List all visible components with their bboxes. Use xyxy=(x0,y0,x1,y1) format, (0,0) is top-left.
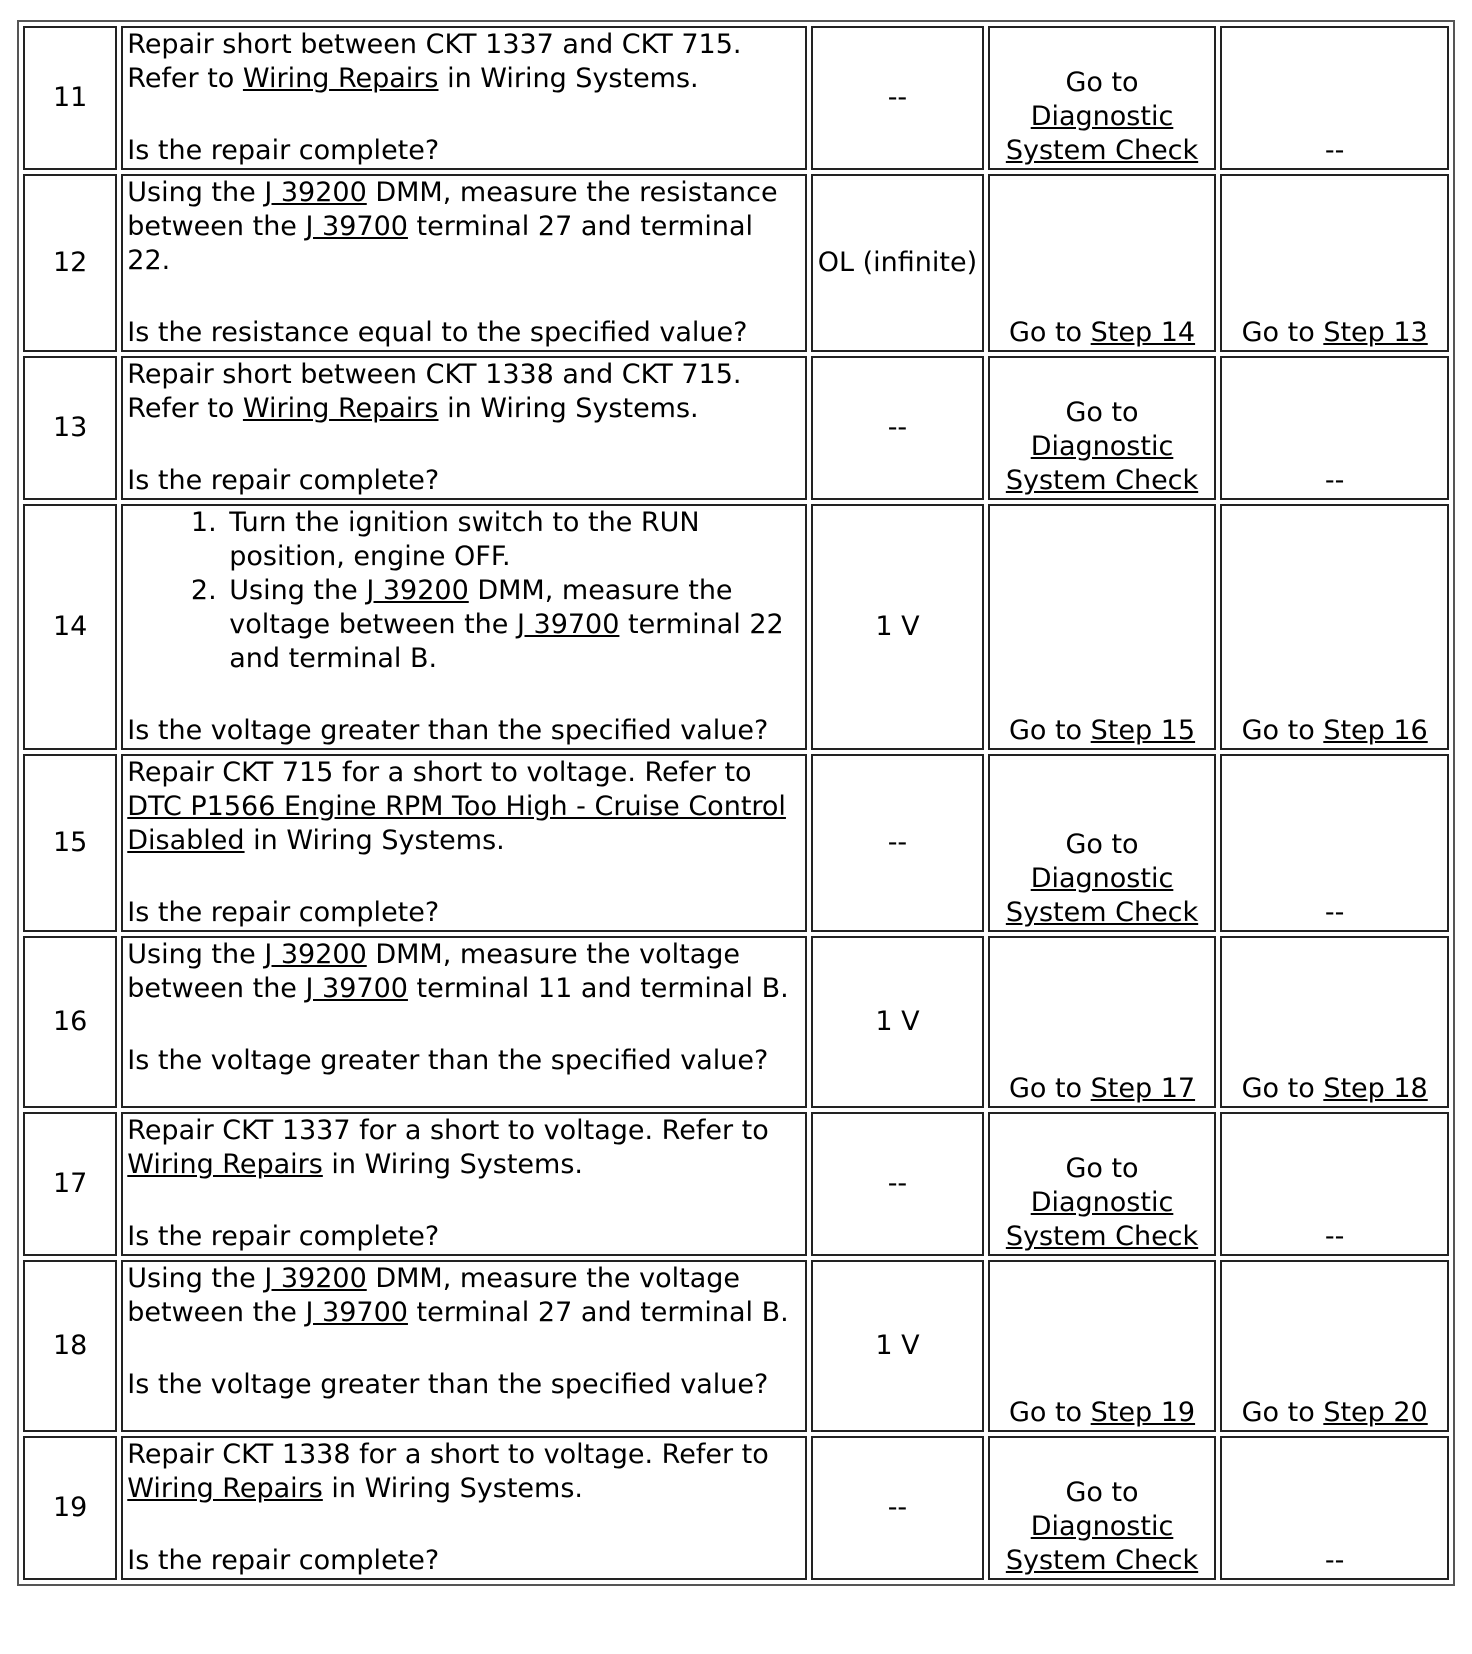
action-text xyxy=(127,358,801,426)
action-text xyxy=(127,756,801,858)
reference-link[interactable]: J 39700 xyxy=(516,609,620,640)
text-segment: terminal 27 and terminal 22. xyxy=(127,211,753,276)
text-segment: Using the xyxy=(127,1263,265,1294)
yes-cell xyxy=(988,936,1217,1108)
action-cell xyxy=(121,504,807,750)
reference-link[interactable]: J 39200 xyxy=(264,939,367,970)
value-cell: 1 V xyxy=(811,504,983,750)
action-text xyxy=(127,1438,801,1506)
step-number-cell: 15 xyxy=(23,754,117,932)
reference-link[interactable]: Step 13 xyxy=(1323,317,1428,348)
action-question: Is the repair complete? xyxy=(127,1545,440,1576)
text-segment: Go to xyxy=(1065,1153,1139,1184)
text-segment: Using the xyxy=(229,575,367,606)
text-segment: in Wiring Systems. xyxy=(322,1149,583,1180)
text-segment: Repair CKT 1337 for a short to voltage. Refer to xyxy=(127,1115,769,1146)
text-segment: Go to xyxy=(1241,317,1324,348)
value-cell: -- xyxy=(811,1112,983,1256)
text-segment: DMM, measure the voltage between the xyxy=(229,575,733,640)
reference-link[interactable]: Step 14 xyxy=(1090,317,1196,348)
substep-item xyxy=(225,506,801,574)
text-segment: Repair short between CKT 1338 and CKT 715. Refer to xyxy=(127,359,742,424)
text-segment: Repair short between CKT 1337 and CKT 715. Refer to xyxy=(127,29,742,94)
text-segment: Go to xyxy=(1241,1073,1324,1104)
value-cell: -- xyxy=(811,1436,983,1580)
value-cell: -- xyxy=(811,356,983,500)
diagnostic-steps-table xyxy=(17,20,1455,1586)
yes-cell xyxy=(988,1260,1217,1432)
value-cell: -- xyxy=(811,26,983,170)
action-question: Is the repair complete? xyxy=(127,1221,440,1252)
no-cell xyxy=(1220,26,1449,170)
no-cell xyxy=(1220,1112,1449,1256)
no-cell xyxy=(1220,754,1449,932)
substep-list xyxy=(127,506,801,676)
reference-link[interactable]: Step 18 xyxy=(1323,1073,1428,1104)
reference-link[interactable]: Diagnostic System Check xyxy=(1005,431,1199,496)
text-segment: terminal 11 and terminal B. xyxy=(407,973,789,1004)
text-segment: Go to xyxy=(1241,715,1324,746)
value-cell: -- xyxy=(811,754,983,932)
table-row xyxy=(23,754,1449,932)
text-segment: -- xyxy=(1324,897,1345,928)
reference-link[interactable]: Wiring Repairs xyxy=(127,1473,323,1504)
yes-cell xyxy=(988,26,1217,170)
text-segment: Repair CKT 1338 for a short to voltage. Refer to xyxy=(127,1439,769,1470)
action-cell xyxy=(121,26,807,170)
text-segment: -- xyxy=(1324,1545,1345,1576)
yes-cell xyxy=(988,356,1217,500)
action-question: Is the repair complete? xyxy=(127,897,440,928)
step-number-cell: 17 xyxy=(23,1112,117,1256)
substep-item xyxy=(225,574,801,676)
text-segment: Go to xyxy=(1065,397,1139,428)
yes-cell xyxy=(988,754,1217,932)
text-segment: -- xyxy=(1324,465,1345,496)
action-question: Is the repair complete? xyxy=(127,135,440,166)
table-row xyxy=(23,936,1449,1108)
reference-link[interactable]: Diagnostic System Check xyxy=(1005,101,1199,166)
text-segment: -- xyxy=(1324,135,1345,166)
reference-link[interactable]: J 39700 xyxy=(305,1297,408,1328)
text-segment: in Wiring Systems. xyxy=(438,63,699,94)
table-row xyxy=(23,1436,1449,1580)
table-row xyxy=(23,1260,1449,1432)
reference-link[interactable]: Diagnostic System Check xyxy=(1005,1511,1199,1576)
action-question: Is the voltage greater than the specified value? xyxy=(127,715,769,746)
text-segment: in Wiring Systems. xyxy=(244,825,505,856)
text-segment: terminal 27 and terminal B. xyxy=(407,1297,789,1328)
yes-cell xyxy=(988,174,1217,352)
table-row xyxy=(23,1112,1449,1256)
step-number-cell: 19 xyxy=(23,1436,117,1580)
text-segment: Repair CKT 715 for a short to voltage. Refer to xyxy=(127,757,752,788)
reference-link[interactable]: Step 15 xyxy=(1090,715,1196,746)
text-segment: DMM, measure the voltage between the xyxy=(127,1263,741,1328)
action-question: Is the repair complete? xyxy=(127,465,440,496)
reference-link[interactable]: Step 17 xyxy=(1090,1073,1196,1104)
step-number-cell: 13 xyxy=(23,356,117,500)
yes-cell xyxy=(988,1112,1217,1256)
reference-link[interactable]: Diagnostic System Check xyxy=(1005,863,1199,928)
value-cell: 1 V xyxy=(811,936,983,1108)
reference-link[interactable]: Wiring Repairs xyxy=(242,63,439,94)
text-segment: DMM, measure the voltage between the xyxy=(127,939,741,1004)
no-cell xyxy=(1220,936,1449,1108)
action-question: Is the voltage greater than the specified value? xyxy=(127,1369,769,1400)
reference-link[interactable]: Step 16 xyxy=(1323,715,1428,746)
action-cell xyxy=(121,1260,807,1432)
reference-link[interactable]: Wiring Repairs xyxy=(242,393,439,424)
yes-cell xyxy=(988,1436,1217,1580)
action-cell xyxy=(121,936,807,1108)
table-row xyxy=(23,356,1449,500)
text-segment: Go to xyxy=(1008,715,1091,746)
reference-link[interactable]: J 39700 xyxy=(305,211,408,242)
action-text xyxy=(127,1262,801,1330)
diagnostic-table-container xyxy=(17,20,1455,1586)
reference-link[interactable]: J 39200 xyxy=(264,1263,367,1294)
text-segment: Go to xyxy=(1065,67,1139,98)
text-segment: Go to xyxy=(1065,829,1139,860)
text-segment: Turn the ignition switch to the RUN position, engine OFF. xyxy=(229,507,700,572)
text-segment: Go to xyxy=(1008,317,1091,348)
reference-link[interactable]: DTC P1566 Engine RPM Too High - Cruise Control Disabled xyxy=(127,791,786,856)
reference-link[interactable]: J 39200 xyxy=(264,177,367,208)
action-text xyxy=(127,28,801,96)
text-segment: in Wiring Systems. xyxy=(322,1473,583,1504)
text-segment: Go to xyxy=(1008,1073,1091,1104)
step-number-cell: 11 xyxy=(23,26,117,170)
text-segment: Go to xyxy=(1008,1397,1091,1428)
yes-cell xyxy=(988,504,1217,750)
reference-link[interactable]: Step 19 xyxy=(1090,1397,1196,1428)
text-segment: terminal 22 and terminal B. xyxy=(229,609,784,674)
action-text xyxy=(127,938,801,1006)
action-question: Is the resistance equal to the specified value? xyxy=(127,317,748,348)
text-segment: Using the xyxy=(127,177,265,208)
diagnostic-steps-body xyxy=(23,26,1449,1580)
action-cell xyxy=(121,356,807,500)
value-cell: 1 V xyxy=(811,1260,983,1432)
action-cell xyxy=(121,754,807,932)
text-segment: Go to xyxy=(1241,1397,1324,1428)
text-segment: Using the xyxy=(127,939,265,970)
reference-link[interactable]: J 39700 xyxy=(305,973,408,1004)
action-cell xyxy=(121,1436,807,1580)
text-segment: in Wiring Systems. xyxy=(438,393,699,424)
table-row xyxy=(23,504,1449,750)
value-cell: OL (infinite) xyxy=(811,174,983,352)
step-number-cell: 12 xyxy=(23,174,117,352)
no-cell xyxy=(1220,1436,1449,1580)
no-cell xyxy=(1220,1260,1449,1432)
reference-link[interactable]: Diagnostic System Check xyxy=(1005,1187,1199,1252)
action-question: Is the voltage greater than the specified value? xyxy=(127,1045,769,1076)
no-cell xyxy=(1220,504,1449,750)
reference-link[interactable]: Wiring Repairs xyxy=(127,1149,323,1180)
step-number-cell: 14 xyxy=(23,504,117,750)
table-row xyxy=(23,174,1449,352)
action-text xyxy=(127,176,801,278)
text-segment: Go to xyxy=(1065,1477,1139,1508)
step-number-cell: 18 xyxy=(23,1260,117,1432)
step-number-cell: 16 xyxy=(23,936,117,1108)
no-cell xyxy=(1220,174,1449,352)
text-segment: DMM, measure the resistance between the xyxy=(127,177,778,242)
reference-link[interactable]: J 39200 xyxy=(366,575,469,606)
action-cell xyxy=(121,1112,807,1256)
reference-link[interactable]: Step 20 xyxy=(1323,1397,1428,1428)
action-text xyxy=(127,1114,801,1182)
action-cell xyxy=(121,174,807,352)
text-segment: -- xyxy=(1324,1221,1345,1252)
no-cell xyxy=(1220,356,1449,500)
table-row xyxy=(23,26,1449,170)
